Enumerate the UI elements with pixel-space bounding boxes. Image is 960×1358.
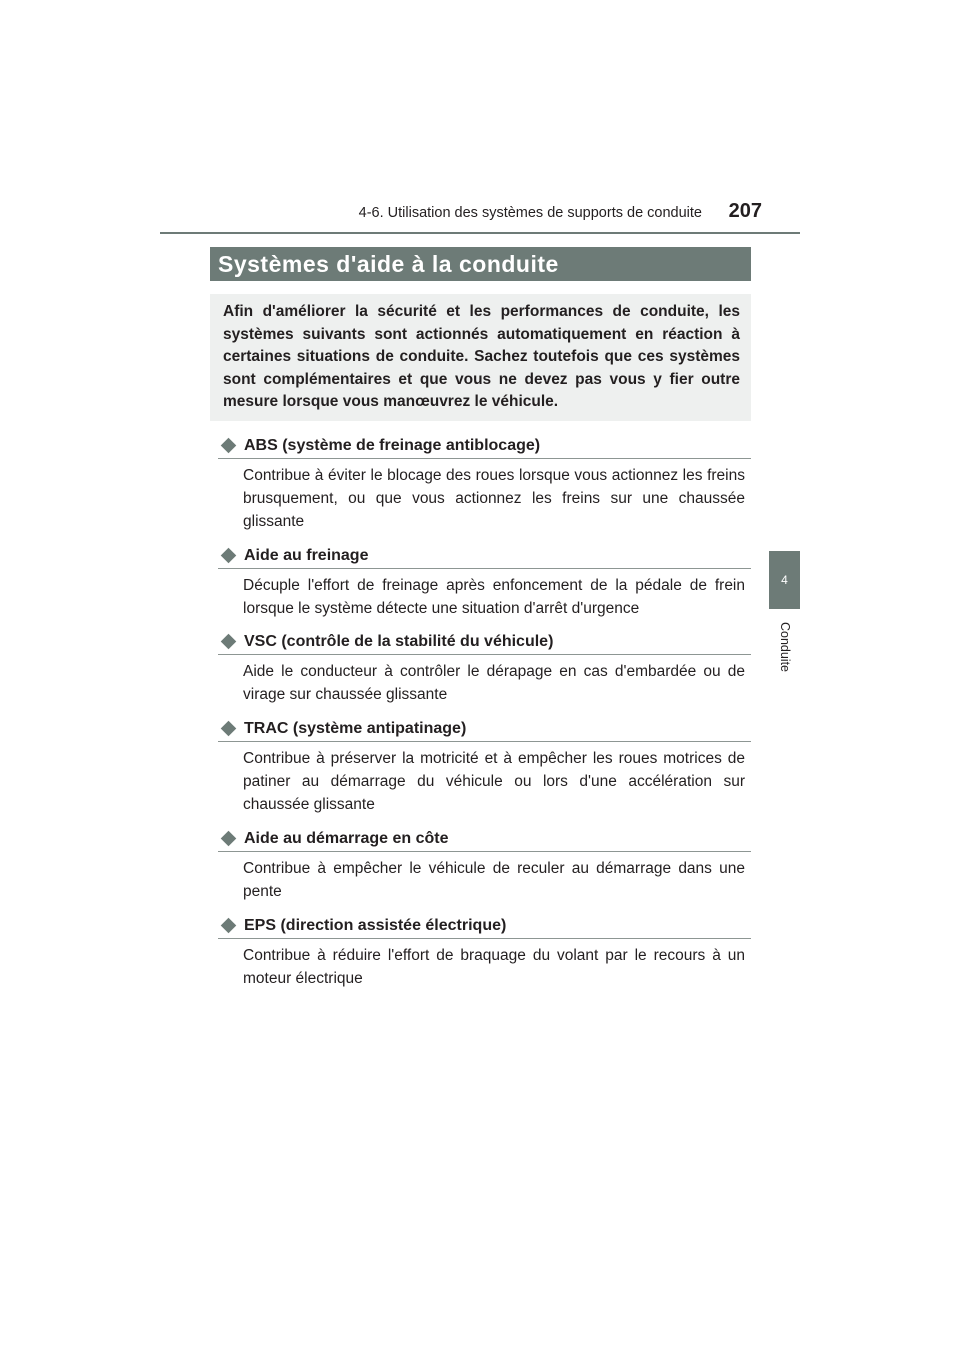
feature-brake-assist bbox=[218, 543, 751, 621]
intro-box bbox=[210, 294, 751, 421]
diamond-bullet-icon bbox=[221, 918, 237, 934]
chapter-label: Conduite bbox=[778, 621, 793, 673]
feature-description: Décuple l'effort de freinage après enfoncement de la pédale de frein lorsque le système détecte une situation d'arrêt d'urgence bbox=[243, 577, 745, 617]
feature-heading bbox=[218, 543, 751, 569]
feature-trac bbox=[218, 716, 751, 816]
feature-title: TRAC (système antipatinage) bbox=[244, 719, 467, 737]
chapter-number: 4 bbox=[781, 573, 788, 587]
feature-heading bbox=[218, 826, 751, 852]
feature-vsc bbox=[218, 629, 751, 707]
feature-title: ABS (système de freinage antiblocage) bbox=[244, 436, 541, 454]
feature-heading bbox=[218, 629, 751, 655]
diamond-bullet-icon bbox=[221, 438, 237, 454]
feature-title: Aide au freinage bbox=[244, 546, 369, 564]
intro-text: Afin d'améliorer la sécurité et les performances de conduite, les systèmes suivants sont actionnés automatiquement en réaction à certaines situations de conduite. Sachez toutefois que ces systèmes sont complémentaires et que vous ne devez pas vous y fier outre mesure lorsque vous manœuvrez le véhicule. bbox=[223, 303, 740, 411]
chapter-tab bbox=[769, 551, 800, 609]
feature-title: EPS (direction assistée électrique) bbox=[244, 916, 507, 934]
feature-heading bbox=[218, 716, 751, 742]
diamond-bullet-icon bbox=[221, 548, 237, 564]
diamond-bullet-icon bbox=[221, 634, 237, 650]
feature-description: Aide le conducteur à contrôler le dérapage en cas d'embardée ou de virage sur chaussée glissante bbox=[243, 663, 745, 703]
feature-title: Aide au démarrage en côte bbox=[244, 829, 449, 847]
feature-eps bbox=[218, 913, 751, 991]
feature-abs bbox=[218, 433, 751, 533]
diamond-bullet-icon bbox=[221, 831, 237, 847]
chapter-label-container bbox=[770, 612, 800, 682]
page-number: 207 bbox=[728, 200, 762, 222]
diamond-bullet-icon bbox=[221, 721, 237, 737]
feature-description: Contribue à réduire l'effort de braquage du volant par le recours à un moteur électrique bbox=[243, 947, 745, 987]
feature-hill-start-assist bbox=[218, 826, 751, 904]
feature-description: Contribue à empêcher le véhicule de reculer au démarrage dans une pente bbox=[243, 860, 745, 900]
feature-heading bbox=[218, 913, 751, 939]
feature-title: VSC (contrôle de la stabilité du véhicule) bbox=[244, 632, 554, 650]
feature-description: Contribue à éviter le blocage des roues lorsque vous actionnez les freins brusquement, ou que vous actionnez les freins sur une chaussée glissante bbox=[243, 467, 745, 530]
section-title: Systèmes d'aide à la conduite bbox=[210, 247, 751, 281]
header-section-title: 4-6. Utilisation des systèmes de supports de conduite bbox=[358, 205, 702, 221]
feature-description: Contribue à préserver la motricité et à empêcher les roues motrices de patiner au démarrage du véhicule ou lors d'une accélération sur chaussée glissante bbox=[243, 750, 745, 813]
header-divider bbox=[160, 232, 800, 234]
feature-heading bbox=[218, 433, 751, 459]
